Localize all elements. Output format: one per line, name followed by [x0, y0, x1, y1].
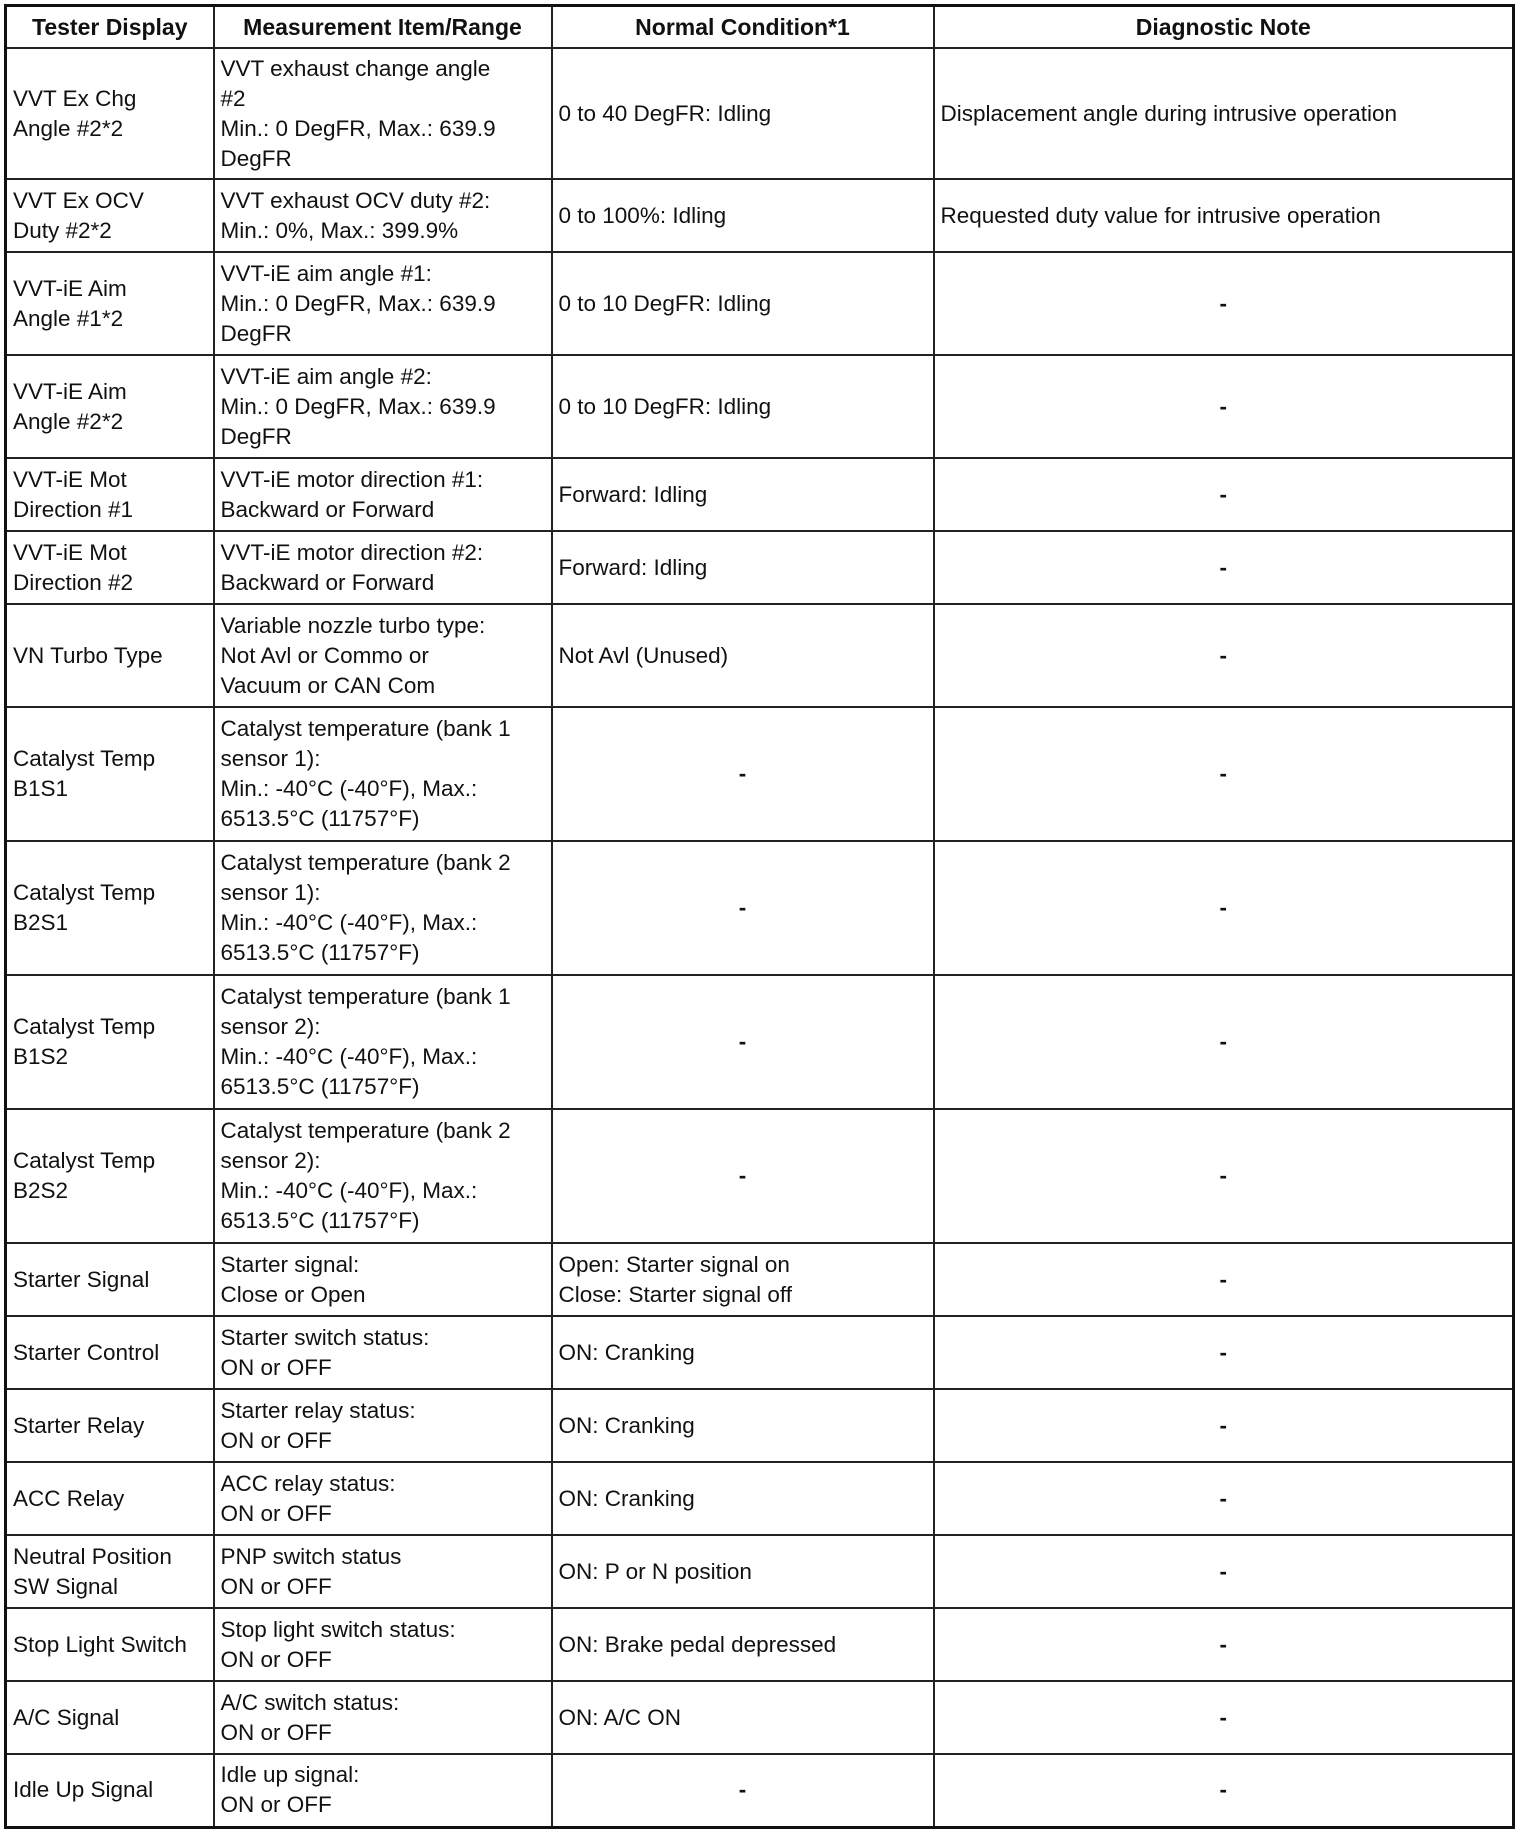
cell-text: Duty #2*2	[13, 217, 112, 243]
tester-display-cell	[6, 1462, 214, 1535]
cell-text: Min.: -40°C (-40°F), Max.:	[220, 1178, 478, 1203]
cell-text: ON: A/C ON	[558, 1704, 682, 1730]
empty-dash: -	[1219, 642, 1227, 668]
normal-condition-cell	[552, 531, 934, 604]
cell-text: #2	[220, 85, 246, 111]
measurement-cell	[214, 355, 552, 458]
cell-text: ON or OFF	[220, 1500, 332, 1526]
data-list-table	[4, 4, 1515, 1829]
cell-text: Stop light switch status:	[220, 1616, 456, 1642]
cell-text: VVT-iE Mot	[13, 466, 127, 492]
cell-text: Catalyst Temp	[13, 880, 156, 905]
cell-text: Starter Control	[13, 1339, 160, 1365]
cell-text: B1S1	[13, 776, 69, 801]
cell-text: 6513.5°C (11757°F)	[220, 1208, 420, 1233]
cell-text: Min.: 0 DegFR, Max.: 639.9	[220, 393, 496, 419]
cell-text: B2S1	[13, 910, 69, 935]
cell-text: Variable nozzle turbo type:	[220, 612, 486, 638]
cell-text: Direction #2	[13, 569, 134, 595]
measurement-cell	[214, 531, 552, 604]
diagnostic-note-cell	[934, 531, 1514, 604]
cell-text: SW Signal	[13, 1573, 119, 1599]
cell-text: 0 to 100%: Idling	[558, 202, 727, 228]
empty-dash: -	[1219, 481, 1227, 507]
table-row	[6, 1389, 1514, 1462]
tester-display-cell	[6, 531, 214, 604]
table-row	[6, 458, 1514, 531]
cell-text: Neutral Position	[13, 1543, 172, 1569]
diagnostic-note-cell	[934, 1243, 1514, 1316]
diagnostic-note-cell	[934, 1754, 1514, 1827]
normal-condition-cell	[552, 252, 934, 355]
empty-dash: -	[1219, 1631, 1227, 1657]
cell-text: VVT-iE Aim	[13, 378, 127, 404]
diagnostic-note-cell	[934, 355, 1514, 458]
tester-display-cell	[6, 975, 214, 1109]
cell-text: Catalyst temperature (bank 2	[220, 1118, 511, 1143]
measurement-cell	[214, 179, 552, 252]
cell-text: Catalyst Temp	[13, 1148, 156, 1173]
cell-text: VVT exhaust OCV duty #2:	[220, 187, 491, 213]
cell-text: Catalyst temperature (bank 2	[220, 850, 511, 875]
table-row	[6, 1109, 1514, 1243]
cell-text: A/C switch status:	[220, 1689, 400, 1715]
empty-dash: -	[1219, 761, 1227, 786]
measurement-cell	[214, 707, 552, 841]
empty-dash: -	[1219, 1704, 1227, 1730]
table-body	[6, 48, 1514, 1827]
cell-text: 6513.5°C (11757°F)	[220, 1074, 420, 1099]
measurement-cell	[214, 1316, 552, 1389]
cell-text: VVT-iE aim angle #2:	[220, 363, 432, 389]
tester-display-cell	[6, 252, 214, 355]
measurement-cell	[214, 1535, 552, 1608]
cell-text: 0 to 10 DegFR: Idling	[558, 393, 772, 419]
cell-text: Min.: -40°C (-40°F), Max.:	[220, 1044, 478, 1069]
measurement-cell	[214, 458, 552, 531]
tester-display-cell	[6, 707, 214, 841]
cell-text: B1S2	[13, 1044, 69, 1069]
tester-display-cell	[6, 604, 214, 707]
tester-display-cell	[6, 1109, 214, 1243]
diagnostic-note-cell	[934, 707, 1514, 841]
cell-text: Catalyst temperature (bank 1	[220, 716, 511, 741]
cell-text: VVT-iE Mot	[13, 539, 127, 565]
cell-text: Starter relay status:	[220, 1397, 416, 1423]
diagnostic-note-cell	[934, 604, 1514, 707]
cell-text: Backward or Forward	[220, 496, 435, 522]
cell-text: Min.: 0%, Max.: 399.9%	[220, 217, 459, 243]
normal-condition-cell	[552, 48, 934, 179]
tester-display-cell	[6, 1389, 214, 1462]
tester-display-cell	[6, 841, 214, 975]
tester-display-cell	[6, 1754, 214, 1827]
normal-condition-cell	[552, 1608, 934, 1681]
empty-dash: -	[1219, 1485, 1227, 1511]
cell-text: Min.: -40°C (-40°F), Max.:	[220, 776, 478, 801]
cell-text: ON or OFF	[220, 1573, 332, 1599]
cell-text: ACC Relay	[13, 1485, 125, 1511]
empty-dash: -	[1219, 1029, 1227, 1054]
empty-dash: -	[1219, 1163, 1227, 1188]
cell-text: Min.: 0 DegFR, Max.: 639.9	[220, 115, 496, 141]
measurement-cell	[214, 48, 552, 179]
cell-text: ON or OFF	[220, 1354, 332, 1380]
empty-dash: -	[738, 895, 747, 920]
diagnostic-note-cell	[934, 1681, 1514, 1754]
diagnostic-note-cell	[934, 1389, 1514, 1462]
measurement-cell	[214, 841, 552, 975]
cell-text: Idle Up Signal	[13, 1777, 154, 1803]
cell-text: ON: Cranking	[558, 1412, 695, 1438]
cell-text: VN Turbo Type	[13, 642, 163, 668]
tester-display-cell	[6, 1243, 214, 1316]
cell-text: PNP switch status	[220, 1543, 402, 1569]
cell-text: Displacement angle during intrusive operation	[940, 100, 1398, 126]
empty-dash: -	[1219, 1339, 1227, 1365]
tester-display-cell	[6, 355, 214, 458]
empty-dash: -	[738, 761, 747, 786]
empty-dash: -	[1219, 1412, 1227, 1438]
cell-text: ON or OFF	[220, 1646, 332, 1672]
table-row	[6, 1316, 1514, 1389]
cell-text: ON or OFF	[220, 1792, 332, 1818]
cell-text: ON: Cranking	[558, 1485, 695, 1511]
header-row	[6, 6, 1514, 49]
cell-text: Angle #1*2	[13, 305, 124, 331]
cell-text: Not Avl (Unused)	[558, 642, 729, 668]
cell-text: Open: Starter signal on	[558, 1251, 790, 1277]
table-row	[6, 1681, 1514, 1754]
measurement-cell	[214, 1608, 552, 1681]
normal-condition-cell	[552, 458, 934, 531]
empty-dash: -	[1219, 1777, 1227, 1803]
table-row	[6, 1535, 1514, 1608]
table-row	[6, 975, 1514, 1109]
cell-text: B2S2	[13, 1178, 69, 1203]
tester-display-cell	[6, 1608, 214, 1681]
cell-text: Direction #1	[13, 496, 134, 522]
table-row	[6, 841, 1514, 975]
normal-condition-cell	[552, 179, 934, 252]
cell-text: ON: P or N position	[558, 1558, 752, 1584]
cell-text: 0 to 10 DegFR: Idling	[558, 290, 772, 316]
header-diagnostic-note: Diagnostic Note	[934, 6, 1514, 49]
header-tester-display: Tester Display	[6, 6, 214, 49]
table-row	[6, 179, 1514, 252]
cell-text: A/C Signal	[13, 1704, 120, 1730]
cell-text: Backward or Forward	[220, 569, 435, 595]
cell-text: Not Avl or Commo or	[220, 642, 429, 668]
diagnostic-note-cell	[934, 252, 1514, 355]
normal-condition-cell	[552, 1243, 934, 1316]
cell-text: VVT Ex Chg	[13, 85, 137, 111]
normal-condition-cell	[552, 1535, 934, 1608]
cell-text: Catalyst Temp	[13, 1014, 156, 1039]
measurement-cell	[214, 604, 552, 707]
empty-dash: -	[1219, 1558, 1227, 1584]
empty-dash: -	[1219, 290, 1227, 316]
cell-text: Catalyst Temp	[13, 746, 156, 771]
table-header	[6, 6, 1514, 49]
cell-text: Idle up signal:	[220, 1762, 360, 1788]
diagnostic-note-cell	[934, 841, 1514, 975]
normal-condition-cell	[552, 1109, 934, 1243]
normal-condition-cell	[552, 355, 934, 458]
empty-dash: -	[738, 1029, 747, 1054]
diagnostic-note-cell	[934, 48, 1514, 179]
cell-text: Requested duty value for intrusive operation	[940, 202, 1381, 228]
cell-text: Catalyst temperature (bank 1	[220, 984, 511, 1009]
diagnostic-note-cell	[934, 1109, 1514, 1243]
table-row	[6, 252, 1514, 355]
cell-text: 0 to 40 DegFR: Idling	[558, 100, 772, 126]
header-normal-condition: Normal Condition*1	[552, 6, 934, 49]
cell-text: Starter Signal	[13, 1266, 150, 1292]
cell-text: sensor 1):	[220, 880, 321, 905]
cell-text: Starter Relay	[13, 1412, 145, 1438]
table-row	[6, 48, 1514, 179]
measurement-cell	[214, 252, 552, 355]
diagnostic-note-cell	[934, 1316, 1514, 1389]
cell-text: 6513.5°C (11757°F)	[220, 806, 420, 831]
cell-text: ON or OFF	[220, 1719, 332, 1745]
empty-dash: -	[738, 1777, 747, 1803]
empty-dash: -	[1219, 1266, 1227, 1292]
cell-text: Angle #2*2	[13, 115, 124, 141]
measurement-cell	[214, 1754, 552, 1827]
diagnostic-note-cell	[934, 1608, 1514, 1681]
tester-display-cell	[6, 48, 214, 179]
empty-dash: -	[1219, 554, 1227, 580]
cell-text: 6513.5°C (11757°F)	[220, 940, 420, 965]
cell-text: Starter signal:	[220, 1251, 360, 1277]
table-row	[6, 1608, 1514, 1681]
cell-text: sensor 2):	[220, 1014, 321, 1039]
measurement-cell	[214, 1109, 552, 1243]
tester-display-cell	[6, 1316, 214, 1389]
cell-text: Forward: Idling	[558, 481, 708, 507]
table-row	[6, 1462, 1514, 1535]
cell-text: VVT exhaust change angle	[220, 55, 491, 81]
diagnostic-note-cell	[934, 458, 1514, 531]
cell-text: Close or Open	[220, 1281, 366, 1307]
normal-condition-cell	[552, 1389, 934, 1462]
measurement-cell	[214, 1681, 552, 1754]
tester-display-cell	[6, 1535, 214, 1608]
table-row	[6, 604, 1514, 707]
normal-condition-cell	[552, 841, 934, 975]
cell-text: sensor 1):	[220, 746, 321, 771]
normal-condition-cell	[552, 1754, 934, 1827]
tester-display-cell	[6, 1681, 214, 1754]
cell-text: ON or OFF	[220, 1427, 332, 1453]
cell-text: VVT Ex OCV	[13, 187, 144, 213]
empty-dash: -	[738, 1163, 747, 1188]
cell-text: VVT-iE Aim	[13, 275, 127, 301]
diagnostic-note-cell	[934, 1535, 1514, 1608]
diagnostic-note-cell	[934, 975, 1514, 1109]
cell-text: ON: Cranking	[558, 1339, 695, 1365]
empty-dash: -	[1219, 393, 1227, 419]
header-measurement: Measurement Item/Range	[214, 6, 552, 49]
table-row	[6, 531, 1514, 604]
measurement-cell	[214, 975, 552, 1109]
normal-condition-cell	[552, 604, 934, 707]
normal-condition-cell	[552, 1462, 934, 1535]
cell-text: Min.: -40°C (-40°F), Max.:	[220, 910, 478, 935]
cell-text: VVT-iE motor direction #1:	[220, 466, 484, 492]
cell-text: Close: Starter signal off	[558, 1281, 792, 1307]
measurement-cell	[214, 1389, 552, 1462]
diagnostic-note-cell	[934, 179, 1514, 252]
cell-text: Starter switch status:	[220, 1324, 430, 1350]
empty-dash: -	[1219, 895, 1227, 920]
tester-display-cell	[6, 179, 214, 252]
normal-condition-cell	[552, 707, 934, 841]
cell-text: ON: Brake pedal depressed	[558, 1631, 837, 1657]
cell-text: Vacuum or CAN Com	[220, 672, 436, 698]
table-row	[6, 1754, 1514, 1827]
cell-text: Stop Light Switch	[13, 1631, 187, 1657]
cell-text: DegFR	[220, 423, 292, 449]
cell-text: VVT-iE aim angle #1:	[220, 260, 432, 286]
cell-text: VVT-iE motor direction #2:	[220, 539, 484, 565]
table-row	[6, 1243, 1514, 1316]
measurement-cell	[214, 1462, 552, 1535]
cell-text: Forward: Idling	[558, 554, 708, 580]
cell-text: ACC relay status:	[220, 1470, 396, 1496]
cell-text: sensor 2):	[220, 1148, 321, 1173]
table-row	[6, 707, 1514, 841]
measurement-cell	[214, 1243, 552, 1316]
cell-text: Min.: 0 DegFR, Max.: 639.9	[220, 290, 496, 316]
tester-display-cell	[6, 458, 214, 531]
cell-text: DegFR	[220, 320, 292, 346]
cell-text: DegFR	[220, 145, 292, 171]
normal-condition-cell	[552, 1316, 934, 1389]
normal-condition-cell	[552, 1681, 934, 1754]
table-row	[6, 355, 1514, 458]
diagnostic-note-cell	[934, 1462, 1514, 1535]
normal-condition-cell	[552, 975, 934, 1109]
cell-text: Angle #2*2	[13, 408, 124, 434]
